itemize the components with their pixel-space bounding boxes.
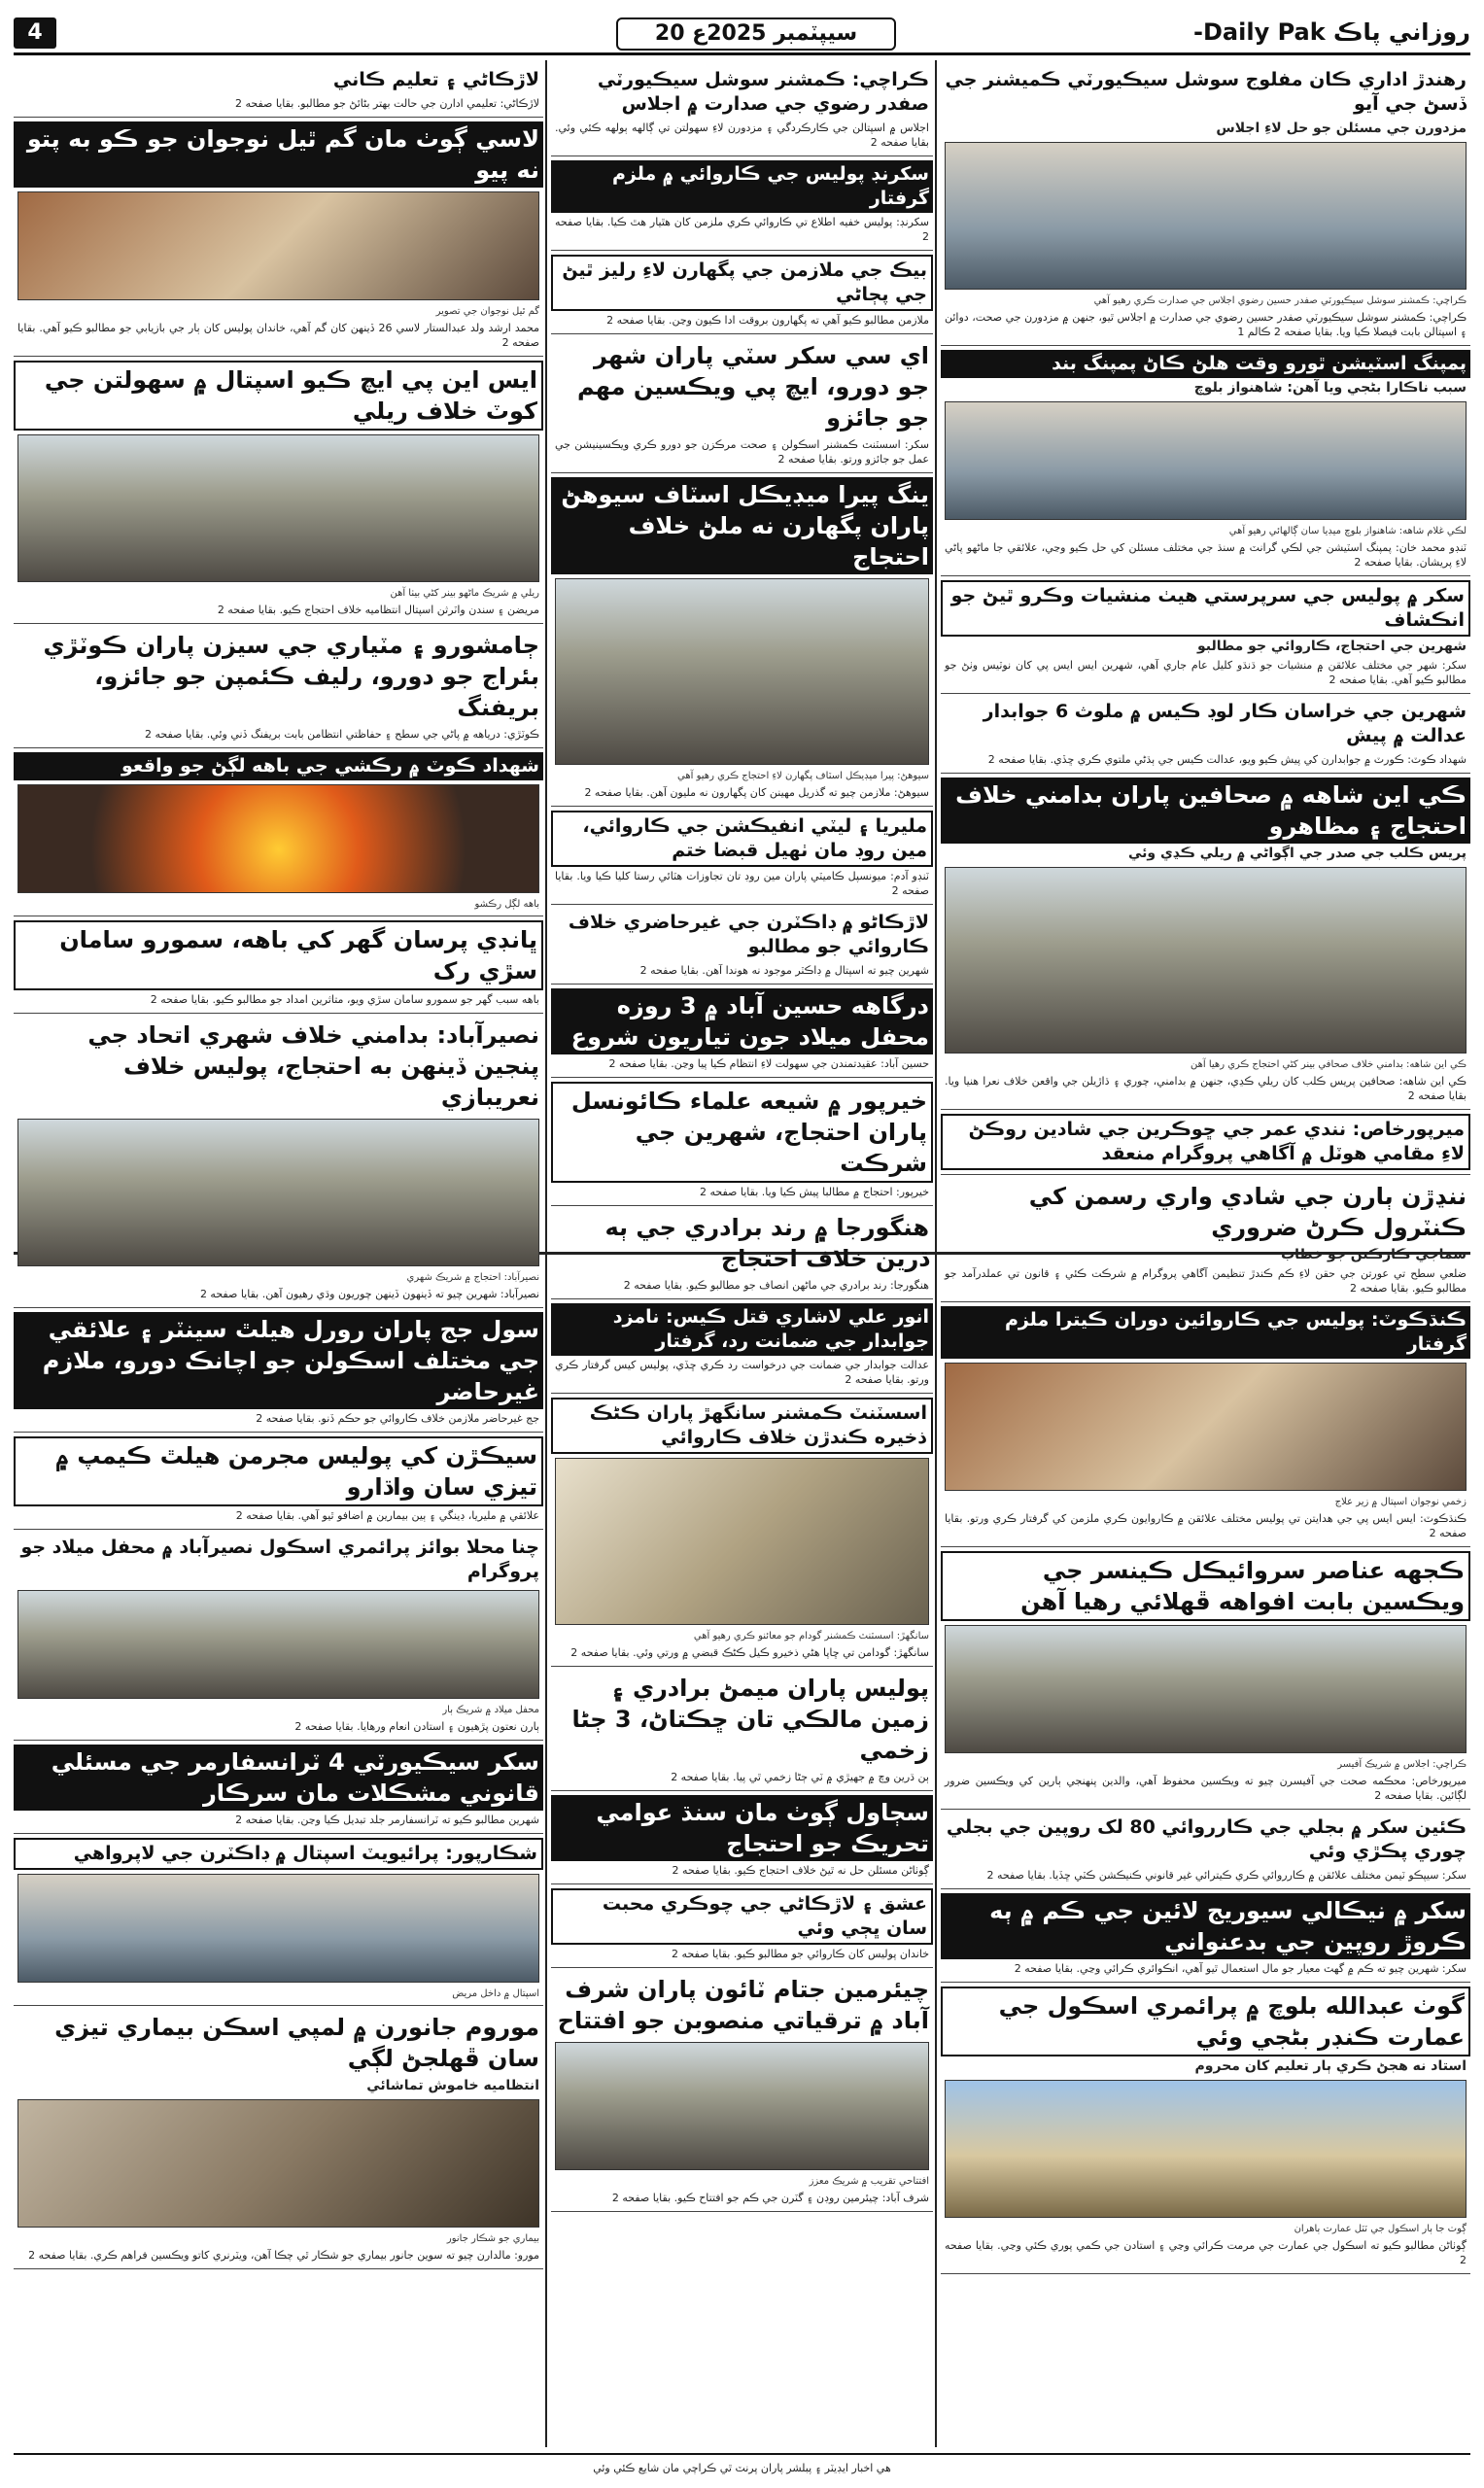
story-headline: سول جج پاران رورل هيلٿ سينٽر ۽ علائقي جي مختلف اسڪولن جو اچانڪ دورو، ملازم غيرحاضر: [14, 1312, 543, 1409]
news-story: [14, 748, 543, 916]
story-headline: اي سي سکر سٽي پاران شهر جو دورو، ايچ پي ويڪسين مهم جو جائزو: [576, 342, 929, 432]
photo-caption: لڪي غلام شاهه: شاهنواز بلوچ ميڊيا سان ڳالهائي رهيو آهي: [1228, 526, 1467, 536]
photo-caption: ڪراچي: اجلاس ۾ شريڪ آفيسر: [1337, 1759, 1467, 1770]
story-body: حسين آباد: عقيدتمندن جي سهولت لاءِ انتظام ڪيا پيا وڃن. بقايا صفحه 2: [608, 1057, 929, 1070]
photo-caption: سيوهڻ: پيرا ميڊيڪل اسٽاف پگهارن لاءِ احتجاج ڪري رهيو آهي: [677, 771, 929, 781]
news-story: [14, 1308, 543, 1433]
story-body: سکر: شهرين چيو ته ڪم ۾ گهٽ معيار جو مال استعمال ٿيو آهي، انڪوائري ڪرائي وڃي. بقايا صفحه 2: [1014, 1962, 1467, 1975]
story-subheadline: استاد نه هجڻ ڪري ٻار تعليم کان محروم: [1194, 2058, 1467, 2074]
story-body: هنگورجا: رند برادري جي ماڻهن انصاف جو مطالبو ڪيو. بقايا صفحه 2: [623, 1279, 929, 1292]
story-body: ٽنڊو محمد خان: پمپنگ اسٽيشن جي لڪي گرانٽ ۾ سنڌ جي مختلف مسئلن کي حل ڪيو وڃي، علائقي جا ماڻهو پاڻي لاءِ پريشان. بقايا صفحه 2: [945, 541, 1467, 569]
news-photo: [555, 578, 929, 765]
news-photo: [17, 434, 539, 582]
news-story: [551, 62, 933, 156]
news-story: [14, 1834, 543, 2006]
story-body: سيوهڻ: ملازمن چيو ته گذريل مهينن کان پگهارون نه مليون آهن. بقايا صفحه 2: [584, 786, 929, 799]
news-photo: [945, 401, 1467, 520]
news-photo: [17, 784, 539, 893]
news-story: [941, 1175, 1470, 1302]
story-body: لاڙڪاڻي: تعليمي ادارن جي حالت بهتر بڻائڻ جو مطالبو. بقايا صفحه 2: [235, 97, 539, 110]
news-story: [14, 1530, 543, 1741]
story-body: نصيرآباد: شهرين چيو ته ڏينهون ڏينهن چوريون وڌي رهيون آهن. بقايا صفحه 2: [199, 1288, 539, 1300]
news-story: [551, 1299, 933, 1394]
left-column: [14, 62, 543, 2449]
story-headline: ميرپورخاص: نندي عمر جي ڇوڪرين جي شادين روڪڻ لاءِ مقامي هوٽل ۾ آگاهي پروگرام منعقد: [941, 1114, 1470, 1170]
story-body: سکرنڊ: پوليس خفيه اطلاع تي ڪاروائي ڪري ملزمن کان هٿيار هٿ ڪيا. بقايا صفحه 2: [555, 216, 929, 243]
story-headline: لاڙڪاڻو ۾ ڊاڪٽرن جي غيرحاضري خلاف ڪاروائي جو مطالبو: [568, 912, 929, 957]
news-story: [551, 905, 933, 985]
news-photo: [17, 1874, 539, 1983]
story-headline: پمپنگ اسٽيشن ٿورو وقت هلڻ ڪاڻ پمپنگ بند: [941, 350, 1470, 378]
news-story: [941, 576, 1470, 694]
photo-caption: سانگهڙ: اسسٽنٽ ڪمشنر گودام جو معائنو ڪري رهيو آهي: [693, 1631, 929, 1641]
news-photo: [945, 142, 1467, 290]
news-photo: [945, 1625, 1467, 1753]
story-headline: ڪئين سکر ۾ بجلي جي ڪارروائي 80 لک روپين جي بجلي چوري پڪڙي وئي: [946, 1816, 1467, 1862]
story-body: ڪوٽڙي: درياهه ۾ پاڻي جي سطح ۽ حفاظتي انتظامن بابت بريفنگ ڏني وئي. بقايا صفحه 2: [145, 728, 539, 741]
news-story: [941, 1302, 1470, 1547]
story-headline: سڄاول ڳوٺ مان سنڌ عوامي تحريڪ جو احتجاج: [551, 1795, 933, 1861]
news-story: [14, 62, 543, 118]
story-headline: ڪراچي: ڪمشنر سوشل سيڪيورٽي صفدر رضوي جي صدارت ۾ اجلاس: [597, 69, 929, 115]
photo-caption: باهه لڳل رڪشو: [474, 899, 539, 910]
masthead: [14, 14, 1470, 55]
imprint-footer: هي اخبار ايڊيٽر ۽ پبلشر پاران پرنٽ ٿي ڪراچي مان شايع ڪئي وئي: [14, 2453, 1470, 2484]
photo-caption: افتتاحي تقريب ۾ شريڪ معزز: [809, 2176, 929, 2187]
news-photo: [17, 191, 539, 300]
news-story: [941, 346, 1470, 576]
story-body: سکر: سيپڪو ٽيمن مختلف علائقن ۾ ڪارروائي ڪري ڪيترائي غير قانوني ڪنيڪشن ڪٽي ڇڏيا. بقايا صفحه 2: [986, 1869, 1467, 1882]
news-story: [941, 1547, 1470, 1810]
story-headline: سکر ۾ پوليس جي سرپرستي هيٺ منشيات وڪرو ٿيڻ جو انڪشاف: [941, 580, 1470, 637]
story-body: مورو: مالدارن چيو ته سوين جانور بيماري جو شڪار ٿي چڪا آهن، ويٽرنري کاتو ويڪسين فراهم ڪري. بقايا صفحه 2: [28, 2249, 539, 2262]
news-story: [551, 1968, 933, 2212]
news-story: [14, 916, 543, 1014]
story-headline: سکر ۾ نيڪالي سيوريج لائين جي ڪم ۾ ٻه ڪروڙ روپين جي بدعنواني: [941, 1893, 1470, 1959]
middle-column: [551, 62, 933, 2449]
photo-caption: ريلي ۾ شريڪ ماڻهو بينر کڻي بيٺا آهن: [390, 588, 539, 599]
story-headline: رهندڙ اداري ڪان مفلوج سوشل سيڪيورٽي ڪميشنر جي ڏسڻ جي آيو: [945, 69, 1467, 115]
photo-caption: زخمي نوجوان اسپتال ۾ زير علاج: [1334, 1497, 1467, 1507]
story-headline: شهرين جي خراسان ڪار لوڊ ڪيس ۾ ملوث 6 جوابدار عدالت ۾ پيش: [983, 701, 1467, 746]
story-body: سکر: اسسٽنٽ ڪمشنر اسڪولن ۽ صحت مرڪزن جو دورو ڪري ويڪسينيشن جي عمل جو جائزو ورتو. بقايا صفحه 2: [555, 438, 929, 466]
photo-caption: محفل ميلاد ۾ شريڪ ٻار: [442, 1705, 539, 1715]
news-story: [14, 118, 543, 357]
story-headline: ڪجهه عناصر سروائيڪل ڪينسر جي ويڪسين بابت افواهه ڦهلائي رهيا آهن: [941, 1551, 1470, 1621]
story-body: ڪنڌڪوٽ: ايس ايس پي جي هدايتن تي پوليس مختلف علائقن ۾ ڪاروايون ڪري ملزمن کي گرفتار ڪري ورتو. بقايا صفحه 2: [945, 1512, 1467, 1539]
story-body: خاندان پوليس کان ڪاروائي جو مطالبو ڪيو. بقايا صفحه 2: [672, 1948, 929, 1960]
story-subheadline: شهرين جي احتجاج، ڪاروائي جو مطالبو: [1196, 639, 1467, 654]
story-body: ملازمن مطالبو ڪيو آهي ته پگهارون بروقت ادا ڪيون وڃن. بقايا صفحه 2: [606, 314, 929, 327]
news-story: [14, 357, 543, 624]
brand-latin: Daily Pak-: [1193, 18, 1326, 46]
news-story: [551, 334, 933, 473]
story-headline: ايس اين پي ايچ ڪيو اسپتال ۾ سهولتن جي کوٽ خلاف ريلي: [14, 361, 543, 431]
story-headline: ڀانڊي پرسان گهر کي باهه، سمورو سامان سڙي رک: [14, 920, 543, 990]
story-subheadline: سماجي ڪارڪنن جو خطاب: [1281, 1247, 1467, 1262]
news-photo: [945, 1363, 1467, 1491]
story-body: ڪراچي: ڪمشنر سوشل سيڪيورٽي صفدر حسين رضوي جي صدارت ۾ اجلاس ٿيو، جنهن ۾ مزدورن جي صحت، دوائن ۽ اسپتالن بابت فيصلا ڪيا ويا. بقايا صفحه 2 ڪالم 1: [945, 311, 1467, 338]
photo-caption: ڪراچي: ڪمشنر سوشل سيڪيورٽي صفدر حسين رضوي اجلاس جي صدارت ڪري رهيو آهي: [1093, 295, 1467, 306]
news-story: [551, 985, 933, 1078]
news-story: [551, 1078, 933, 1206]
news-story: [941, 694, 1470, 774]
news-story: [551, 807, 933, 905]
story-headline: چنا محلا بوائز پرائمري اسڪول نصيرآباد ۾ محفل ميلاد جو پروگرام: [20, 1537, 539, 1582]
story-headline: لاڙڪاڻي ۽ تعليم ڪاني: [332, 69, 539, 90]
story-body: سانگهڙ: گودامن تي ڇاپا هڻي ذخيرو ڪيل ڪڻڪ قبضي ۾ ورتي وئي. بقايا صفحه 2: [570, 1646, 929, 1659]
story-subheadline: پريس ڪلب جي صدر جي اڳواڻي ۾ ريلي ڪڍي وئي: [1127, 846, 1467, 861]
story-body: ڳوٺاڻن مطالبو ڪيو ته اسڪول جي عمارت جي مرمت ڪرائي وڃي ۽ استادن جي ڪمي پوري ڪئي وڃي. بقايا صفحه 2: [945, 2239, 1467, 2266]
story-body: ميرپورخاص: محڪمه صحت جي آفيسرن چيو ته ويڪسين محفوظ آهي، والدين پنهنجي ٻارين کي ويڪسين ضرور لڳائين. بقايا صفحه 2: [945, 1775, 1467, 1802]
story-subheadline: مزدورن جي مسئلن جو حل لاءِ اجلاس: [1216, 121, 1467, 136]
story-headline: ڪنڌڪوٽ: پوليس جي ڪاروائين دوران ڪيترا ملزم گرفتار: [941, 1306, 1470, 1359]
news-photo: [555, 2042, 929, 2170]
story-body: شهرين مطالبو ڪيو ته ٽرانسفارمر جلد تبديل ڪيا وڃن. بقايا صفحه 2: [235, 1814, 539, 1826]
story-body: جج غيرحاضر ملازمن خلاف ڪاروائي جو حڪم ڏنو. بقايا صفحه 2: [256, 1412, 539, 1425]
story-body: شهداد ڪوٽ: ڪورٽ ۾ جوابدارن کي پيش ڪيو ويو، عدالت ڪيس جي ٻڌڻي ملتوي ڪري ڇڏي. بقايا صفحه 2: [987, 753, 1467, 766]
story-headline: نصيرآباد: بدامني خلاف شهري اتحاد جي پنجين ڏينهن به احتجاج، پوليس خلاف نعريبازي: [87, 1021, 539, 1111]
newspaper-brand: [1186, 16, 1470, 49]
story-headline: لاسي ڳوٺ مان گم ٿيل نوجوان جو ڪو به پتو نه پيو: [14, 121, 543, 188]
news-photo: [945, 867, 1467, 1054]
news-story: [14, 1014, 543, 1308]
news-story: [941, 774, 1470, 1110]
story-headline: بيڪ جي ملازمن جي پگهارن لاءِ رليز ٿيڻ جي پڄاڻي: [551, 255, 933, 311]
story-headline: اسسٽنٽ ڪمشنر سانگهڙ پاران ڪڻڪ ذخيره ڪندڙن خلاف ڪاروائي: [551, 1398, 933, 1454]
story-headline: خيرپور ۾ شيعه علماء ڪائونسل پاران احتجاج، شهرين جي شرڪت: [551, 1082, 933, 1183]
news-photo: [17, 1590, 539, 1699]
news-story: [551, 473, 933, 807]
story-body: ٽنڊو آدم: ميونسپل ڪاميٽي پاران مين روڊ تان تجاوزات هٽائي رستا کليا ڪيا ويا. بقايا صفحه 2: [555, 870, 929, 897]
story-headline: ڪي اين شاهه ۾ صحافين پاران بدامني خلاف احتجاج ۽ مظاهرو: [941, 778, 1470, 844]
story-body: شهرين چيو ته اسپتال ۾ ڊاڪٽر موجود نه هوندا آهن. بقايا صفحه 2: [639, 964, 929, 977]
story-body: شرف آباد: چيئرمين روڊن ۽ گٽرن جي ڪم جو افتتاح ڪيو. بقايا صفحه 2: [611, 2192, 929, 2204]
story-headline: ننڍڙن ٻارن جي شادي واري رسمن کي ڪنٽرول ڪرڻ ضروري: [1028, 1183, 1467, 1241]
story-headline: گوٺ عبدالله بلوچ ۾ پرائمري اسڪول جي عمارت ڪنڊر بڻجي وئي: [941, 1987, 1470, 2056]
news-story: [551, 251, 933, 334]
story-headline: ينگ پيرا ميڊيڪل اسٽاف سيوهڻ پاران پگهارن نه ملڻ خلاف احتجاج: [551, 477, 933, 574]
news-photo: [17, 2099, 539, 2228]
news-story: [14, 2006, 543, 2269]
story-headline: پوليس پاران ميمڻ برادري ۽ زمين مالڪي تان ڇڪتاڻ، 3 ڄڻا زخمي: [571, 1675, 929, 1764]
story-body: محمد ارشد ولد عبدالستار لاسي 26 ڏينهن کان گم آهي، خاندان پوليس کان ٻار جي بازيابي جو مطالبو ڪيو آهي. بقايا صفحه 2: [17, 322, 539, 349]
news-story: [941, 1889, 1470, 1983]
story-body: ڪي اين شاهه: صحافين پريس ڪلب کان ريلي ڪڍي، جنهن ۾ بدامني، چوري ۽ ڌاڙيلن جي واقعن خلاف نعرا هنيا ويا. بقايا صفحه 2: [945, 1075, 1467, 1102]
story-body: ضلعي سطح تي عورتن جي حقن لاءِ ڪم ڪندڙ تنظيمن آگاهي پروگرام ۾ شرڪت ڪئي ۽ قانون تي عملدرآمد جو مطالبو ڪيو. بقايا صفحه 2: [945, 1267, 1467, 1295]
story-headline: ڄامشورو ۽ مٽياري جي سيزن پاران ڪوٽڙي بئراج جو دورو، رليف ڪئمپن جو جائزو، بريفنگ: [43, 632, 539, 721]
story-body: عدالت جوابدار جي ضمانت جي درخواست رد ڪري ڇڏي، پوليس کيس گرفتار ڪري ورتو. بقايا صفحه 2: [555, 1359, 929, 1386]
story-headline: مليريا ۽ ليٽي انفيڪشن جي ڪاروائي، مين روڊ مان ٺهيل قبضا ختم: [551, 811, 933, 867]
news-story: [551, 1206, 933, 1299]
news-story: [551, 1791, 933, 1884]
news-story: [551, 156, 933, 251]
news-story: [941, 1983, 1470, 2274]
story-headline: شڪارپور: پرائيويٽ اسپتال ۾ ڊاڪٽرن جي لاپرواهي: [14, 1838, 543, 1870]
story-headline: شهداد ڪوٽ ۾ رڪشي جي باهه لڳڻ جو واقعو: [14, 752, 543, 780]
story-headline: هنگورجا ۾ رند برادري جي ٻه ڌرين خلاف احتجاج: [604, 1214, 929, 1272]
story-subheadline: سبب ناڪارا بڻجي ويا آهن: شاهنواز بلوچ: [1193, 380, 1467, 396]
story-body: اجلاس ۾ اسپتالن جي ڪارڪردگي ۽ مزدورن لاءِ سهولتن تي ڳالهه ٻولهه ڪئي وئي. بقايا صفحه 2: [555, 121, 929, 149]
story-headline: درگاهه حسين آباد ۾ 3 روزه محفل ميلاد جون تياريون شروع: [551, 988, 933, 1054]
photo-caption: ڳوٺ جا ٻار اسڪول جي ٽٽل عمارت ٻاهران: [1294, 2224, 1467, 2234]
story-headline: عشق ۽ لاڙڪاڻي جي چوڪري محبت سان ڀڄي وئي: [551, 1888, 933, 1945]
story-headline: موروم جانورن ۾ لمپي اسڪن بيماري تيزي سان ڦهلجڻ لڳي: [54, 2014, 539, 2072]
story-headline: انور علي لاشاري قتل ڪيس: نامزد جوابدار جي ضمانت رد، گرفتار: [551, 1303, 933, 1356]
news-story: [14, 1741, 543, 1834]
news-story: [14, 1433, 543, 1530]
photo-caption: ڪي اين شاهه: بدامني خلاف صحافي بينر کڻي احتجاج ڪري رهيا آهن: [1191, 1059, 1467, 1070]
story-body: باهه سبب گهر جو سمورو سامان سڙي ويو، متاثرين امداد جو مطالبو ڪيو. بقايا صفحه 2: [150, 993, 539, 1006]
news-story: [941, 1110, 1470, 1175]
story-body: ٻن ڌرين وچ ۾ جهيڙي ۾ ٽي ڄڻا زخمي ٿي پيا. بقايا صفحه 2: [671, 1771, 929, 1783]
page-number: 4: [14, 17, 56, 49]
news-story: [551, 1394, 933, 1667]
story-body: ڳوٺاڻن مسئلن حل نه ٿيڻ خلاف احتجاج ڪيو. بقايا صفحه 2: [672, 1864, 929, 1877]
news-photo: [17, 1119, 539, 1266]
story-headline: چيئرمين جتام ٽائون پاران شرف آباد ۾ ترقياتي منصوبن جو افتتاح: [557, 1976, 929, 2034]
story-body: مريضن ۽ سندن واٽرثن اسپتال انتظاميه خلاف احتجاج ڪيو. بقايا صفحه 2: [217, 604, 539, 616]
story-body: علائقي ۾ مليريا، ڊينگي ۽ ٻين بيمارين ۾ اضافو ٿيو آهي. بقايا صفحه 2: [235, 1509, 539, 1522]
news-photo: [945, 2080, 1467, 2218]
photo-caption: بيماري جو شڪار جانور: [446, 2233, 539, 2244]
news-photo: [555, 1458, 929, 1625]
photo-caption: اسپتال ۾ داخل مريض: [452, 1988, 539, 1999]
right-column: [941, 62, 1470, 2449]
story-headline: سکر سيڪيورٽي 4 ٽرانسفارمر جي مسئلي قانوني مشڪلات مان سرڪار: [14, 1745, 543, 1811]
issue-date: 20 سيپٽمبر 2025ع: [616, 17, 896, 51]
story-headline: سکرنڊ پوليس جي ڪاروائي ۾ ملزم گرفتار: [551, 160, 933, 213]
photo-caption: نصيرآباد: احتجاج ۾ شريڪ شهري: [406, 1272, 539, 1283]
brand-sindhi: روزاني پاڪ: [1333, 18, 1470, 46]
news-story: [551, 1884, 933, 1968]
story-headline: سيڪڙن کي پوليس مجرمن هيلٿ ڪيمپ ۾ تيزي سان واڌارو: [14, 1436, 543, 1506]
photo-caption: گم ٿيل نوجوان جي تصوير: [435, 306, 539, 317]
story-body: خيرپور: احتجاج ۾ مطالبا پيش ڪيا ويا. بقايا صفحه 2: [699, 1186, 929, 1198]
news-story: [941, 1810, 1470, 1889]
news-story: [551, 1667, 933, 1791]
news-story: [941, 62, 1470, 346]
story-subheadline: انتظاميه خاموش تماشائي: [366, 2078, 539, 2093]
story-body: سکر: شهر جي مختلف علائقن ۾ منشيات جو ڌنڌو کليل عام جاري آهي، شهرين ايس ايس پي کان نوٽيس وٺڻ جو مطالبو ڪيو آهي. بقايا صفحه 2: [945, 659, 1467, 686]
news-story: [14, 624, 543, 748]
story-body: ٻارن نعتون پڙهيون ۽ استادن انعام ورهايا. بقايا صفحه 2: [294, 1720, 539, 1733]
